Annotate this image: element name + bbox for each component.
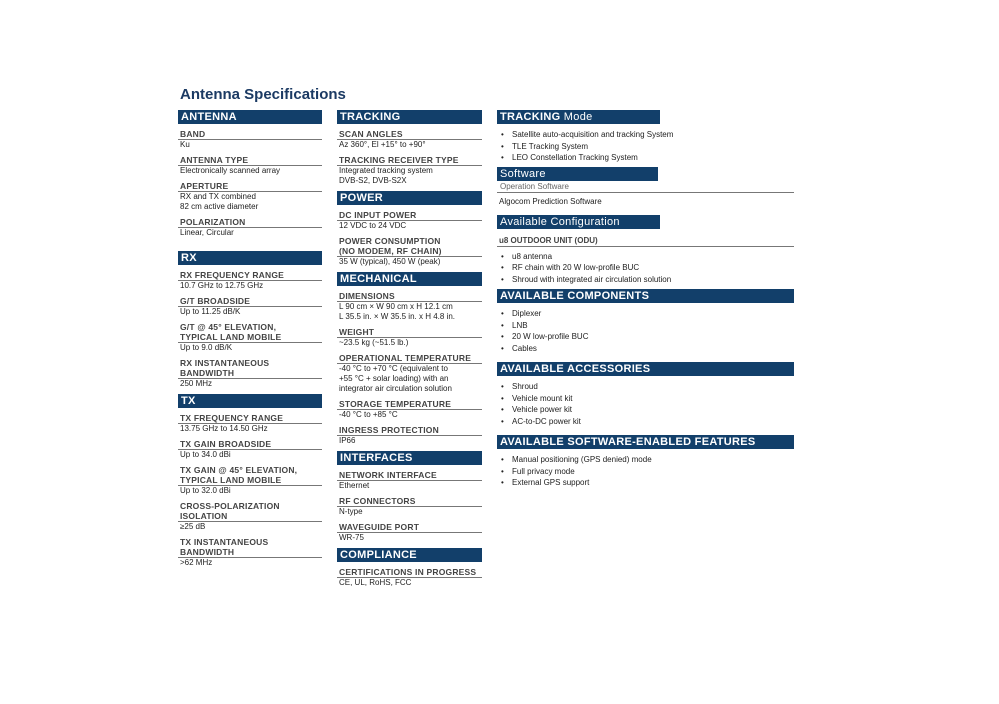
list-item: • TLE Tracking System <box>497 141 794 153</box>
power-section <box>337 191 482 267</box>
components-header: AVAILABLE COMPONENTS <box>497 289 794 303</box>
list-item: • Satellite auto-acquisition and tracking System <box>497 129 794 141</box>
spec-label: DC INPUT POWER <box>337 210 482 221</box>
list-item: • Vehicle power kit <box>497 404 794 416</box>
tracking-mode-header-light: Mode <box>560 111 593 123</box>
spec-value: Ku <box>180 140 190 149</box>
list-item: • 20 W low-profile BUC <box>497 331 794 343</box>
spec-field <box>337 155 482 186</box>
interfaces-header: INTERFACES <box>337 451 482 465</box>
list-item: • u8 antenna <box>497 251 794 263</box>
list-item: • Shroud with integrated air circulation solution <box>497 274 794 286</box>
spec-field <box>337 496 482 517</box>
spec-label: TRACKING RECEIVER TYPE <box>337 155 482 166</box>
configuration-list <box>497 251 794 286</box>
accessories-list <box>497 381 794 427</box>
antenna-section <box>178 110 322 238</box>
spec-label: DIMENSIONS <box>337 291 482 302</box>
spec-value: ≥25 dB <box>180 522 206 531</box>
spec-label: TX GAIN BROADSIDE <box>178 439 322 450</box>
spec-value: Up to 34.0 dBi <box>180 450 231 459</box>
spec-value: Up to 11.25 dB/K <box>180 307 241 316</box>
spec-label: RF CONNECTORS <box>337 496 482 507</box>
spec-value: N-type <box>339 507 363 516</box>
spec-field <box>337 470 482 491</box>
list-item: • LEO Constellation Tracking System <box>497 152 794 164</box>
spec-field <box>337 567 482 588</box>
compliance-section <box>337 548 482 588</box>
spec-field <box>178 537 322 568</box>
spec-label: TX FREQUENCY RANGE <box>178 413 322 424</box>
spec-value: RX and TX combined 82 cm active diameter <box>180 192 259 211</box>
spec-label: POLARIZATION <box>178 217 322 228</box>
tracking-mode-header-bold: TRACKING <box>500 111 561 123</box>
spec-value: Ethernet <box>339 481 370 490</box>
spec-field <box>178 358 322 389</box>
list-item: • Full privacy mode <box>497 466 794 478</box>
spec-label: CROSS-POLARIZATION ISOLATION <box>178 501 322 522</box>
spec-value: -40 °C to +85 °C <box>339 410 398 419</box>
tracking-mode-header <box>497 110 660 124</box>
rx-header: RX <box>178 251 322 265</box>
components-section <box>497 289 794 354</box>
spec-value: -40 °C to +70 °C (equivalent to +55 °C + solar loading) with an integrator air circulation solution <box>339 364 452 393</box>
outdoor-unit-label: u8 OUTDOOR UNIT (ODU) <box>497 235 794 247</box>
spec-value: WR-75 <box>339 533 364 542</box>
spec-value: >62 MHz <box>180 558 213 567</box>
page-title: Antenna Specifications <box>180 86 346 103</box>
list-item: • Diplexer <box>497 308 794 320</box>
spec-field <box>178 322 322 353</box>
spec-field <box>337 129 482 150</box>
tracking-header: TRACKING <box>337 110 482 124</box>
spec-label: WEIGHT <box>337 327 482 338</box>
spec-label: INGRESS PROTECTION <box>337 425 482 436</box>
spec-field <box>337 327 482 348</box>
spec-label: CERTIFICATIONS IN PROGRESS <box>337 567 482 578</box>
available-configuration-section <box>497 215 794 286</box>
spec-value: 35 W (typical), 450 W (peak) <box>339 257 441 266</box>
column-3 <box>497 110 794 489</box>
spec-label: RX INSTANTANEOUS BANDWIDTH <box>178 358 322 379</box>
software-features-header: AVAILABLE SOFTWARE-ENABLED FEATURES <box>497 435 794 449</box>
spec-field <box>337 399 482 420</box>
spec-value: 12 VDC to 24 VDC <box>339 221 407 230</box>
components-list <box>497 308 794 354</box>
tracking-mode-list <box>497 129 794 164</box>
spec-value: Up to 32.0 dBi <box>180 486 231 495</box>
column-2 <box>337 110 482 588</box>
spec-field <box>178 181 322 212</box>
spec-value: Az 360°, El +15° to +90° <box>339 140 426 149</box>
spec-value: Linear, Circular <box>180 228 234 237</box>
spec-field <box>178 501 322 532</box>
software-features-list <box>497 454 794 489</box>
spec-value: L 90 cm × W 90 cm x H 12.1 cm L 35.5 in. × W 35.5 in. x H 4.8 in. <box>339 302 455 321</box>
power-header: POWER <box>337 191 482 205</box>
spec-value: ~23.5 kg (~51.5 lb.) <box>339 338 409 347</box>
spec-field <box>337 236 482 267</box>
software-value: Algocom Prediction Software <box>499 196 602 206</box>
spec-field <box>337 522 482 543</box>
mechanical-section <box>337 272 482 446</box>
software-subheading: Operation Software <box>497 181 794 193</box>
available-configuration-header: Available Configuration <box>497 215 660 229</box>
spec-field <box>337 210 482 231</box>
software-header: Software <box>497 167 658 181</box>
spec-label: BAND <box>178 129 322 140</box>
rx-section <box>178 251 322 389</box>
list-item: • LNB <box>497 320 794 332</box>
spec-field <box>178 270 322 291</box>
spec-value: 10.7 GHz to 12.75 GHz <box>180 281 264 290</box>
list-item: • Vehicle mount kit <box>497 393 794 405</box>
accessories-section <box>497 362 794 427</box>
spec-value: Up to 9.0 dB/K <box>180 343 233 352</box>
tx-header: TX <box>178 394 322 408</box>
spec-label: RX FREQUENCY RANGE <box>178 270 322 281</box>
spec-value: 250 MHz <box>180 379 213 388</box>
spec-field <box>178 155 322 176</box>
compliance-header: COMPLIANCE <box>337 548 482 562</box>
list-item: • Shroud <box>497 381 794 393</box>
spec-value: 13.75 GHz to 14.50 GHz <box>180 424 268 433</box>
tracking-mode-section <box>497 110 794 164</box>
software-section <box>497 167 794 207</box>
spec-label: APERTURE <box>178 181 322 192</box>
spec-label: STORAGE TEMPERATURE <box>337 399 482 410</box>
list-item: • External GPS support <box>497 477 794 489</box>
spec-label: G/T @ 45° ELEVATION, TYPICAL LAND MOBILE <box>178 322 322 343</box>
spec-field <box>178 217 322 238</box>
tx-section <box>178 394 322 568</box>
tracking-section <box>337 110 482 186</box>
spec-label: G/T BROADSIDE <box>178 296 322 307</box>
spec-label: OPERATIONAL TEMPERATURE <box>337 353 482 364</box>
spec-value: CE, UL, RoHS, FCC <box>339 578 412 587</box>
list-item: • Manual positioning (GPS denied) mode <box>497 454 794 466</box>
spec-label: NETWORK INTERFACE <box>337 470 482 481</box>
list-item: • AC-to-DC power kit <box>497 416 794 428</box>
spec-label: SCAN ANGLES <box>337 129 482 140</box>
spec-field <box>337 425 482 446</box>
spec-field <box>178 129 322 150</box>
spec-value: IP66 <box>339 436 356 445</box>
antenna-header: ANTENNA <box>178 110 322 124</box>
spec-field <box>337 353 482 394</box>
spec-label: POWER CONSUMPTION (NO MODEM, RF CHAIN) <box>337 236 482 257</box>
spec-label: TX GAIN @ 45° ELEVATION, TYPICAL LAND MOBILE <box>178 465 322 486</box>
spec-value: Integrated tracking system DVB-S2, DVB-S2X <box>339 166 433 185</box>
accessories-header: AVAILABLE ACCESSORIES <box>497 362 794 376</box>
spec-value: Electronically scanned array <box>180 166 281 175</box>
spec-field <box>337 291 482 322</box>
spec-label: WAVEGUIDE PORT <box>337 522 482 533</box>
software-features-section <box>497 435 794 489</box>
spec-field <box>178 296 322 317</box>
mechanical-header: MECHANICAL <box>337 272 482 286</box>
spec-label: ANTENNA TYPE <box>178 155 322 166</box>
list-item: • RF chain with 20 W low-profile BUC <box>497 262 794 274</box>
column-1 <box>178 110 322 568</box>
spec-label: TX INSTANTANEOUS BANDWIDTH <box>178 537 322 558</box>
spec-field <box>178 413 322 434</box>
interfaces-section <box>337 451 482 543</box>
list-item: • Cables <box>497 343 794 355</box>
spec-field <box>178 465 322 496</box>
spec-field <box>178 439 322 460</box>
